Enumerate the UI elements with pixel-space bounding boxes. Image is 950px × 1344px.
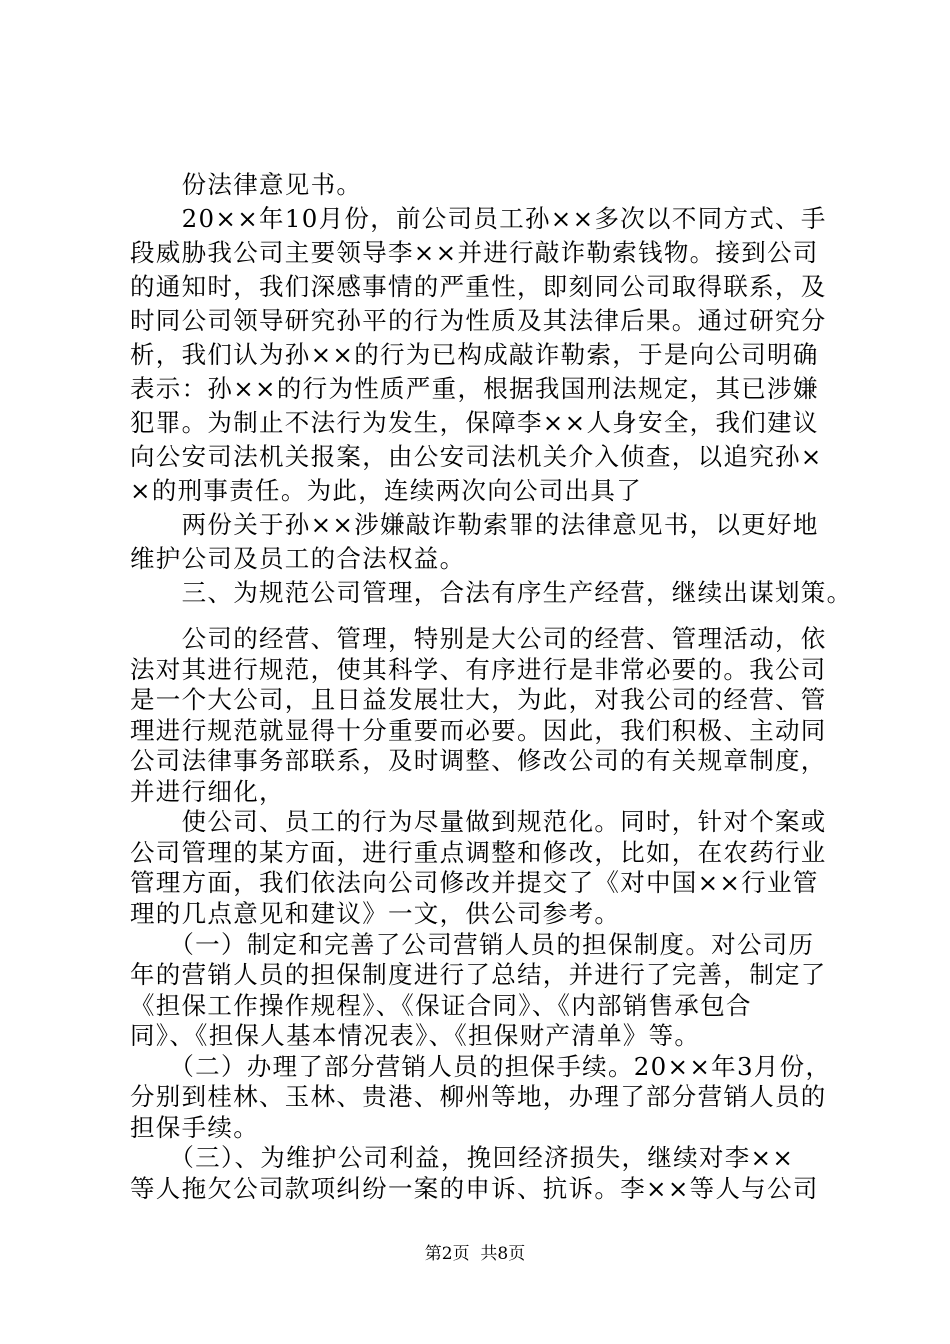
paragraph-line: 公司的经营、管理，特别是大公司的经营、管理活动，依 <box>130 624 827 653</box>
paragraph-line: 两份关于孙××涉嫌敲诈勒索罪的法律意见书，以更好地 <box>130 510 819 539</box>
paragraph-line: 向公安司法机关报案，由公安司法机关介入侦查，以追究孙× <box>130 442 823 471</box>
paragraph-line: 《担保工作操作规程》、《保证合同》、《内部销售承包合 <box>130 991 752 1020</box>
section-heading: 三、为规范公司管理，合法有序生产经营，继续出谋划策。 <box>130 578 853 607</box>
paragraph-line: 时同公司领导研究孙平的行为性质及其法律后果。通过研究分 <box>130 306 827 335</box>
paragraph-line: 20××年10月份，前公司员工孙××多次以不同方式、手 <box>130 204 827 233</box>
paragraph-line: 表示：孙××的行为性质严重，根据我国刑法规定，其已涉嫌 <box>130 374 819 403</box>
paragraph-line: （二）办理了部分营销人员的担保手续。20××年3月份， <box>130 1052 832 1081</box>
paragraph-line: 份法律意见书。 <box>130 170 363 199</box>
paragraph-line: 担保手续。 <box>130 1113 259 1142</box>
paragraph-line: ×的刑事责任。为此，连续两次向公司出具了 <box>130 476 643 505</box>
paragraph-line: 管理方面，我们依法向公司修改并提交了《对中国××行业管 <box>130 868 819 897</box>
paragraph-line: （三）、为维护公司利益，挽回经济损失，继续对李×× <box>130 1143 795 1172</box>
paragraph-line: （一）制定和完善了公司营销人员的担保制度。对公司历 <box>130 930 815 959</box>
paragraph-line: 分别到桂林、玉林、贵港、柳州等地，办理了部分营销人员的 <box>130 1082 827 1111</box>
paragraph-line: 同》、《担保人基本情况表》、《担保财产清单》等。 <box>130 1021 701 1050</box>
paragraph-line: 的通知时，我们深感事情的严重性，即刻同公司取得联系，及 <box>130 272 827 301</box>
paragraph-line: 并进行细化， <box>130 777 285 806</box>
paragraph-line: 公司管理的某方面，进行重点调整和修改，比如，在农药行业 <box>130 838 827 867</box>
paragraph-line: 理进行规范就显得十分重要而必要。因此，我们积极、主动同 <box>130 716 827 745</box>
paragraph-line: 维护公司及员工的合法权益。 <box>130 544 466 573</box>
paragraph-line: 公司法律事务部联系，及时调整、修改公司的有关规章制度， <box>130 746 827 775</box>
paragraph-line: 段威胁我公司主要领导李××并进行敲诈勒索钱物。接到公司 <box>130 238 819 267</box>
paragraph-line: 等人拖欠公司款项纠纷一案的申诉、抗诉。李××等人与公司 <box>130 1174 819 1203</box>
paragraph-line: 犯罪。为制止不法行为发生，保障李××人身安全，我们建议 <box>130 408 819 437</box>
paragraph-line: 是一个大公司，且日益发展壮大，为此，对我公司的经营、管 <box>130 685 827 714</box>
paragraph-line: 年的营销人员的担保制度进行了总结，并进行了完善，制定了 <box>130 960 827 989</box>
paragraph-line: 理的几点意见和建议》一文，供公司参考。 <box>130 899 621 928</box>
paragraph-line: 法对其进行规范，使其科学、有序进行是非常必要的。我公司 <box>130 655 827 684</box>
paragraph-line: 析，我们认为孙××的行为已构成敲诈勒索，于是向公司明确 <box>130 340 819 369</box>
page-number-footer: 第2页 共8页 <box>424 1244 526 1264</box>
paragraph-line: 使公司、员工的行为尽量做到规范化。同时，针对个案或 <box>130 807 827 836</box>
